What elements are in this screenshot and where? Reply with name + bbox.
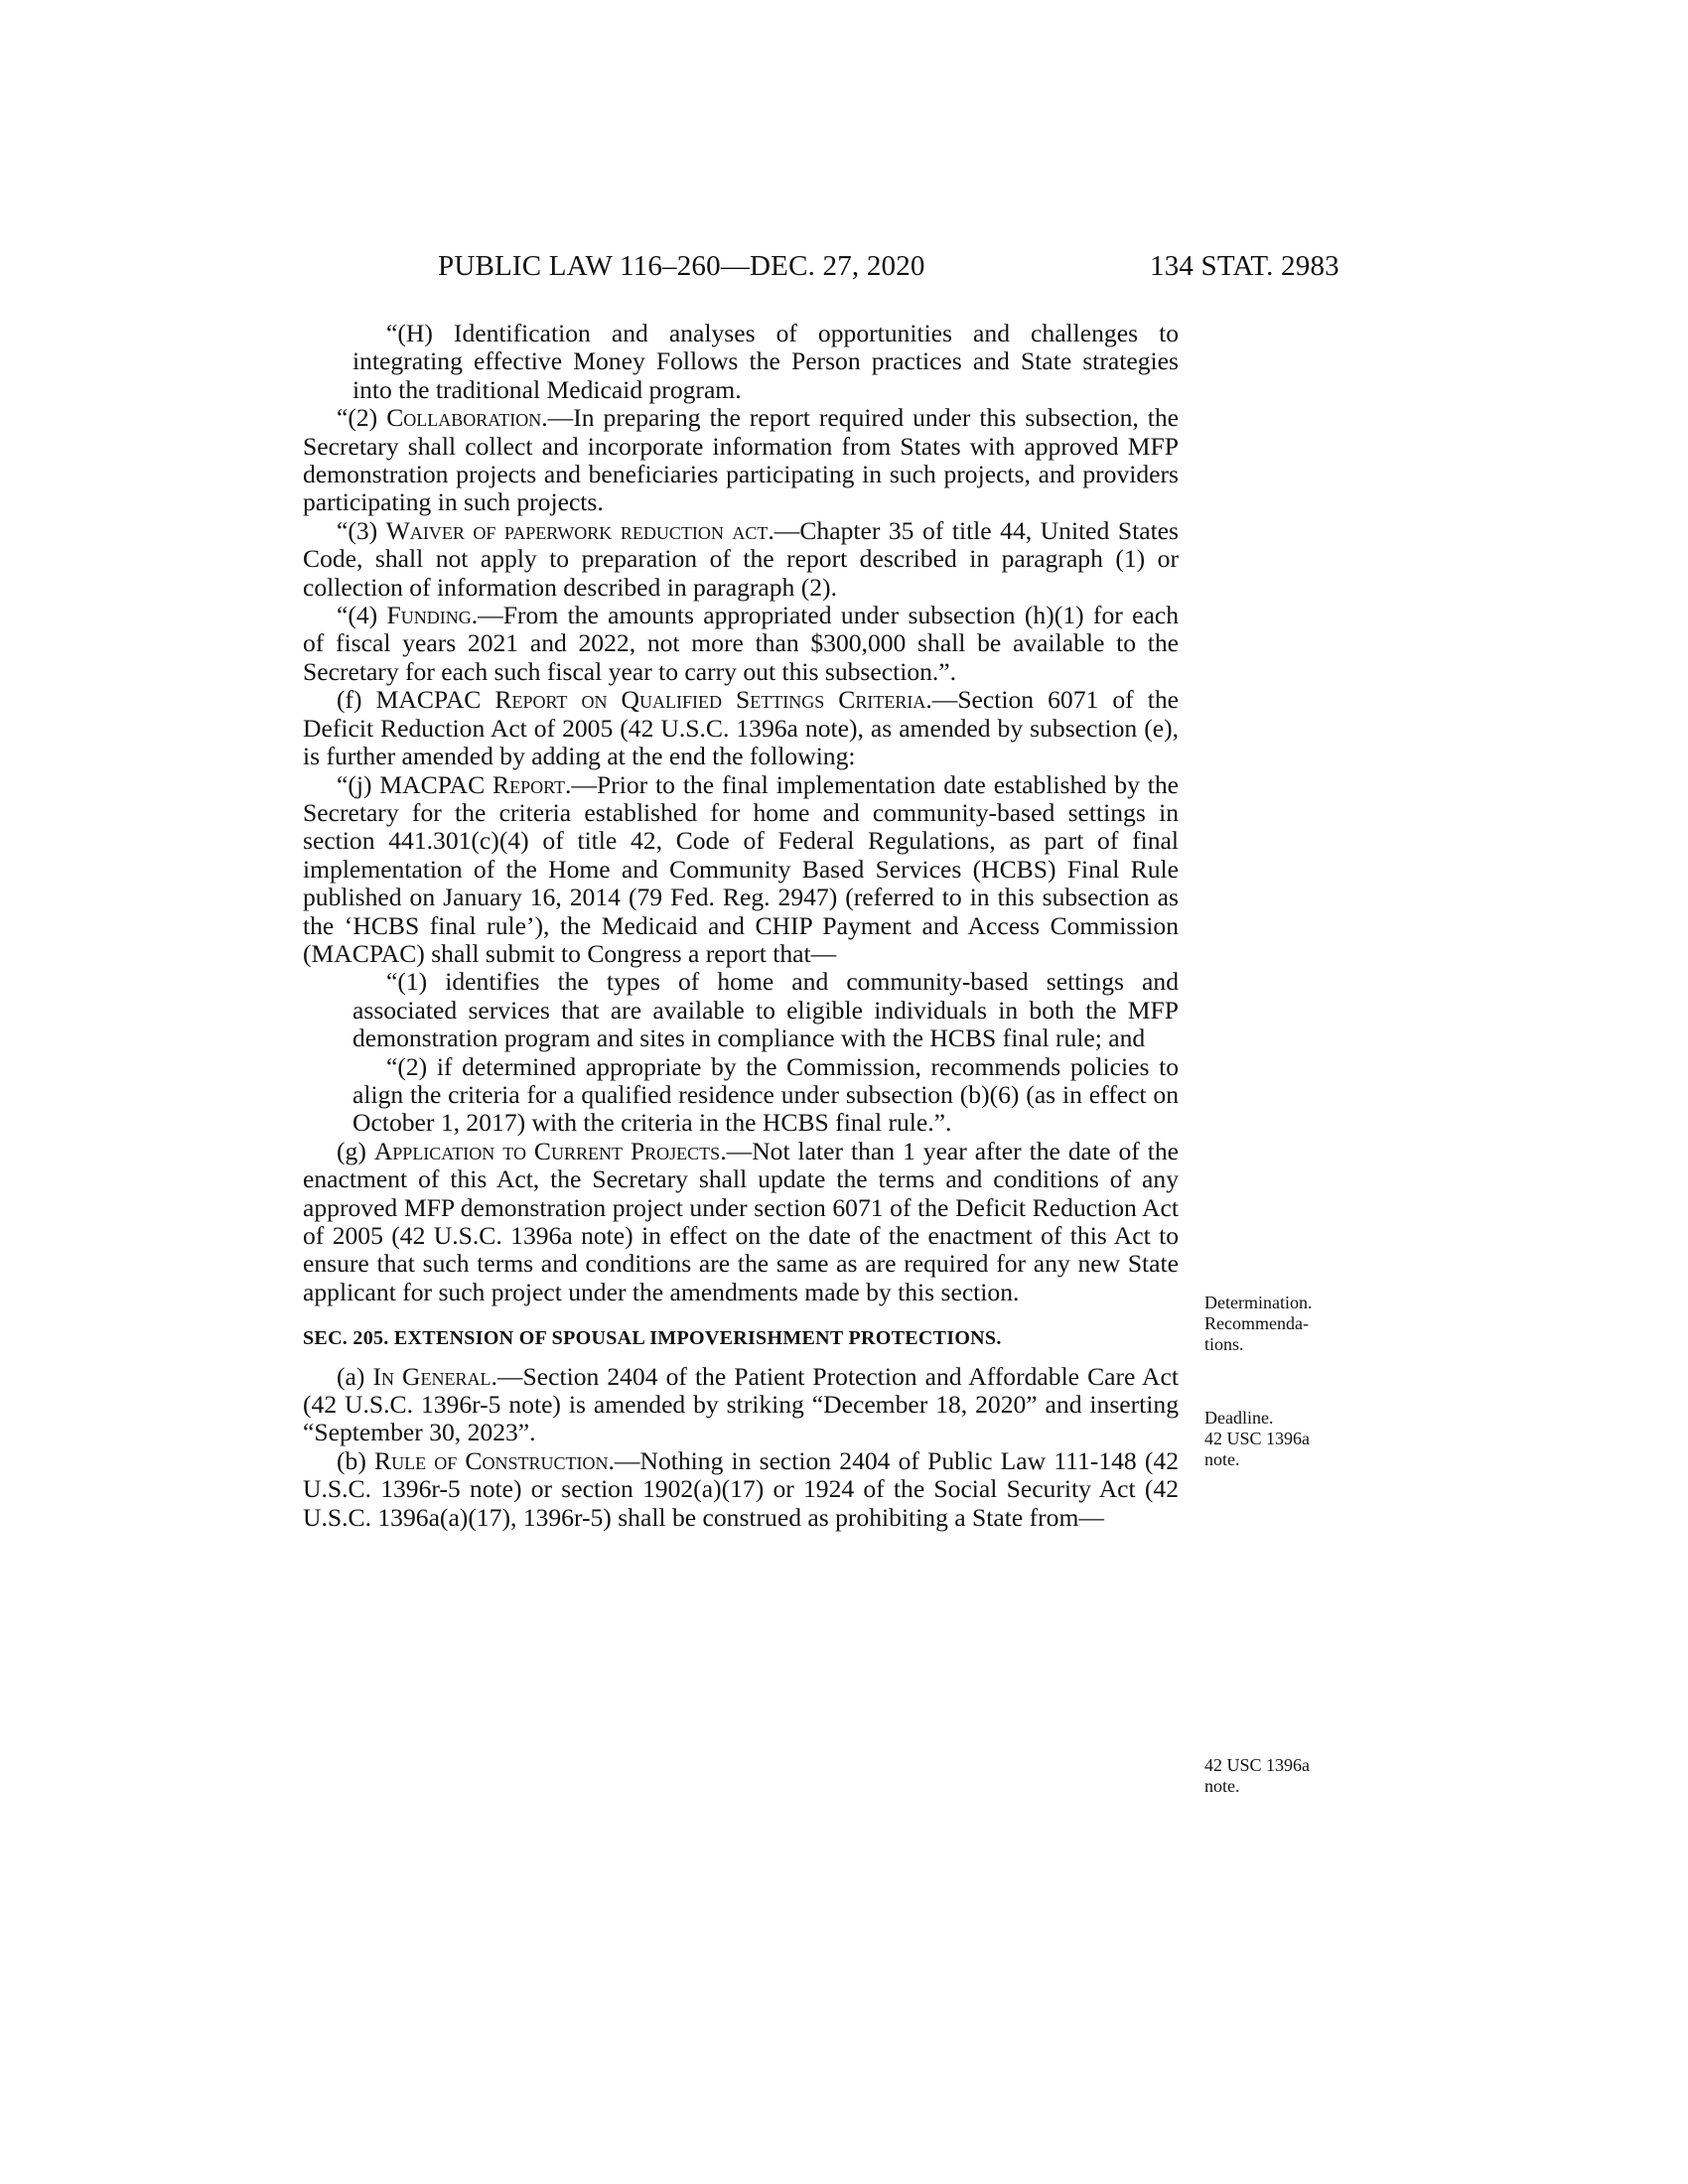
subsection-j-num: “(j)	[337, 769, 380, 799]
subsection-f	[303, 686, 1179, 770]
margin-note-line: Deadline.	[1204, 1408, 1274, 1428]
subsection-a-heading: In General.	[372, 1361, 497, 1391]
paragraph-h: “(H) Identification and analyses of opportunities and challenges to integrating effective Money Follows the Person practices and State strategies into the traditional Medicaid program.	[352, 319, 1179, 404]
margin-note-line: note.	[1204, 1449, 1240, 1469]
paragraph-4-text: —From the amounts appropriated under subsection (h)(1) for each of fiscal years 2021 and 2022, not more than $300,000 shall be available to the Secretary for each such fiscal year to carry out this subsection.”.	[303, 601, 1179, 686]
subsection-f-num: (f)	[337, 685, 376, 715]
paragraph-2-text: —In preparing the report required under this subsection, the Secretary shall collect and incorporate information from States with approved MFP demonstration projects and beneficiaries participating in such projects, and providers participating in such projects.	[303, 403, 1180, 517]
paragraph-4-num: “(4)	[337, 601, 387, 630]
paragraph-2-num: “(2)	[337, 403, 387, 433]
subsection-f-text: —Section 6071 of the Deficit Reduction Act of 2005 (42 U.S.C. 1396a note), as amended by subsection (e), is further amended by adding at the end the following:	[303, 685, 1179, 771]
subsection-j-heading: MACPAC Report.	[379, 769, 572, 799]
subsection-b-heading: Rule of Construction.	[374, 1445, 615, 1475]
paragraph-3-heading: Waiver of paperwork reduction act.	[385, 515, 774, 545]
paragraph-3	[303, 517, 1179, 602]
subsection-b	[303, 1447, 1179, 1532]
subsection-a	[303, 1363, 1179, 1447]
paragraph-2	[303, 404, 1179, 517]
margin-note-deadline	[1204, 1408, 1310, 1470]
subsection-b-text: —Nothing in section 2404 of Public Law 111-148 (42 U.S.C. 1396r-5 note) or section 1902(a)(17) or 1924 of the Social Security Act (42 U.S.C. 1396a(a)(17), 1396r-5) shall be construed as prohibiting a State from—	[303, 1445, 1179, 1532]
paragraph-3-num: “(3)	[337, 515, 386, 545]
margin-note-line: note.	[1204, 1776, 1240, 1796]
subsection-g-text: —Not later than 1 year after the date of the enactment of this Act, the Secretary shall update the terms and conditions of any approved MFP demonstration project under section 6071 of the Deficit Reduction Act of 2005 (42 U.S.C. 1396a note) in effect on the date of the enactment of this Act to ensure that such terms and conditions are the same as are required for any new State applicant for such project under the amendments made by this section.	[303, 1136, 1179, 1306]
page-number-stat: 134 STAT. 2983	[1150, 250, 1339, 282]
section-205-title: SEC. 205. EXTENSION OF SPOUSAL IMPOVERISHMENT PROTECTIONS.	[303, 1327, 1002, 1350]
subsection-a-text: —Section 2404 of the Patient Protection and Affordable Care Act (42 U.S.C. 1396r-5 note) is amended by striking “December 18, 2020” and inserting “September 30, 2023”.	[303, 1361, 1180, 1447]
margin-note-line: 42 USC 1396a	[1204, 1429, 1311, 1448]
subsection-j	[303, 771, 1179, 969]
subsection-g-heading: Application to Current Projects.	[373, 1136, 727, 1165]
running-head-title: PUBLIC LAW 116–260—DEC. 27, 2020	[438, 250, 925, 282]
paragraph-j1: “(1) identifies the types of home and community-based settings and associated services that are available to eligible individuals in both the MFP demonstration program and sites in compliance with the HCBS final rule; and	[352, 967, 1179, 1053]
paragraph-4	[303, 602, 1179, 686]
margin-note-line: Recommenda-	[1204, 1313, 1309, 1333]
subsection-j-text: —Prior to the final implementation date established by the Secretary for the criteria established for home and community-based settings in section 441.301(c)(4) of title 42, Code of Federal Regulations, as part of final implementation of the Home and Community Based Services (HCBS) Final Rule published on January 16, 2014 (79 Fed. Reg. 2947) (referred to in this subsection as the ‘HCBS final rule’), the Medicaid and CHIP Payment and Access Commission (MACPAC) shall submit to Congress a report that—	[303, 769, 1179, 968]
margin-note-usc	[1204, 1755, 1310, 1797]
margin-note-line: Determination.	[1204, 1293, 1313, 1312]
subsection-g	[303, 1138, 1179, 1306]
body-text	[303, 320, 1179, 1532]
margin-note-determination	[1204, 1293, 1312, 1355]
margin-note-line: tions.	[1204, 1334, 1244, 1354]
paragraph-3-text: —Chapter 35 of title 44, United States Code, shall not apply to preparation of the report described in paragraph (1) or collection of information described in paragraph (2).	[303, 515, 1179, 602]
subsection-f-heading: MACPAC Report on Qualified Settings Criteria.	[375, 685, 932, 715]
paragraph-j2: “(2) if determined appropriate by the Commission, recommends policies to align the criteria for a qualified residence under subsection (b)(6) (as in effect on October 1, 2017) with the criteria in the HCBS final rule.”.	[352, 1051, 1179, 1138]
subsection-a-num: (a)	[337, 1361, 373, 1391]
margin-note-line: 42 USC 1396a	[1204, 1755, 1311, 1775]
paragraph-4-heading: Funding.	[386, 601, 479, 630]
paragraph-2-heading: Collaboration.	[386, 403, 548, 433]
subsection-b-num: (b)	[337, 1445, 375, 1475]
subsection-g-num: (g)	[337, 1136, 374, 1165]
